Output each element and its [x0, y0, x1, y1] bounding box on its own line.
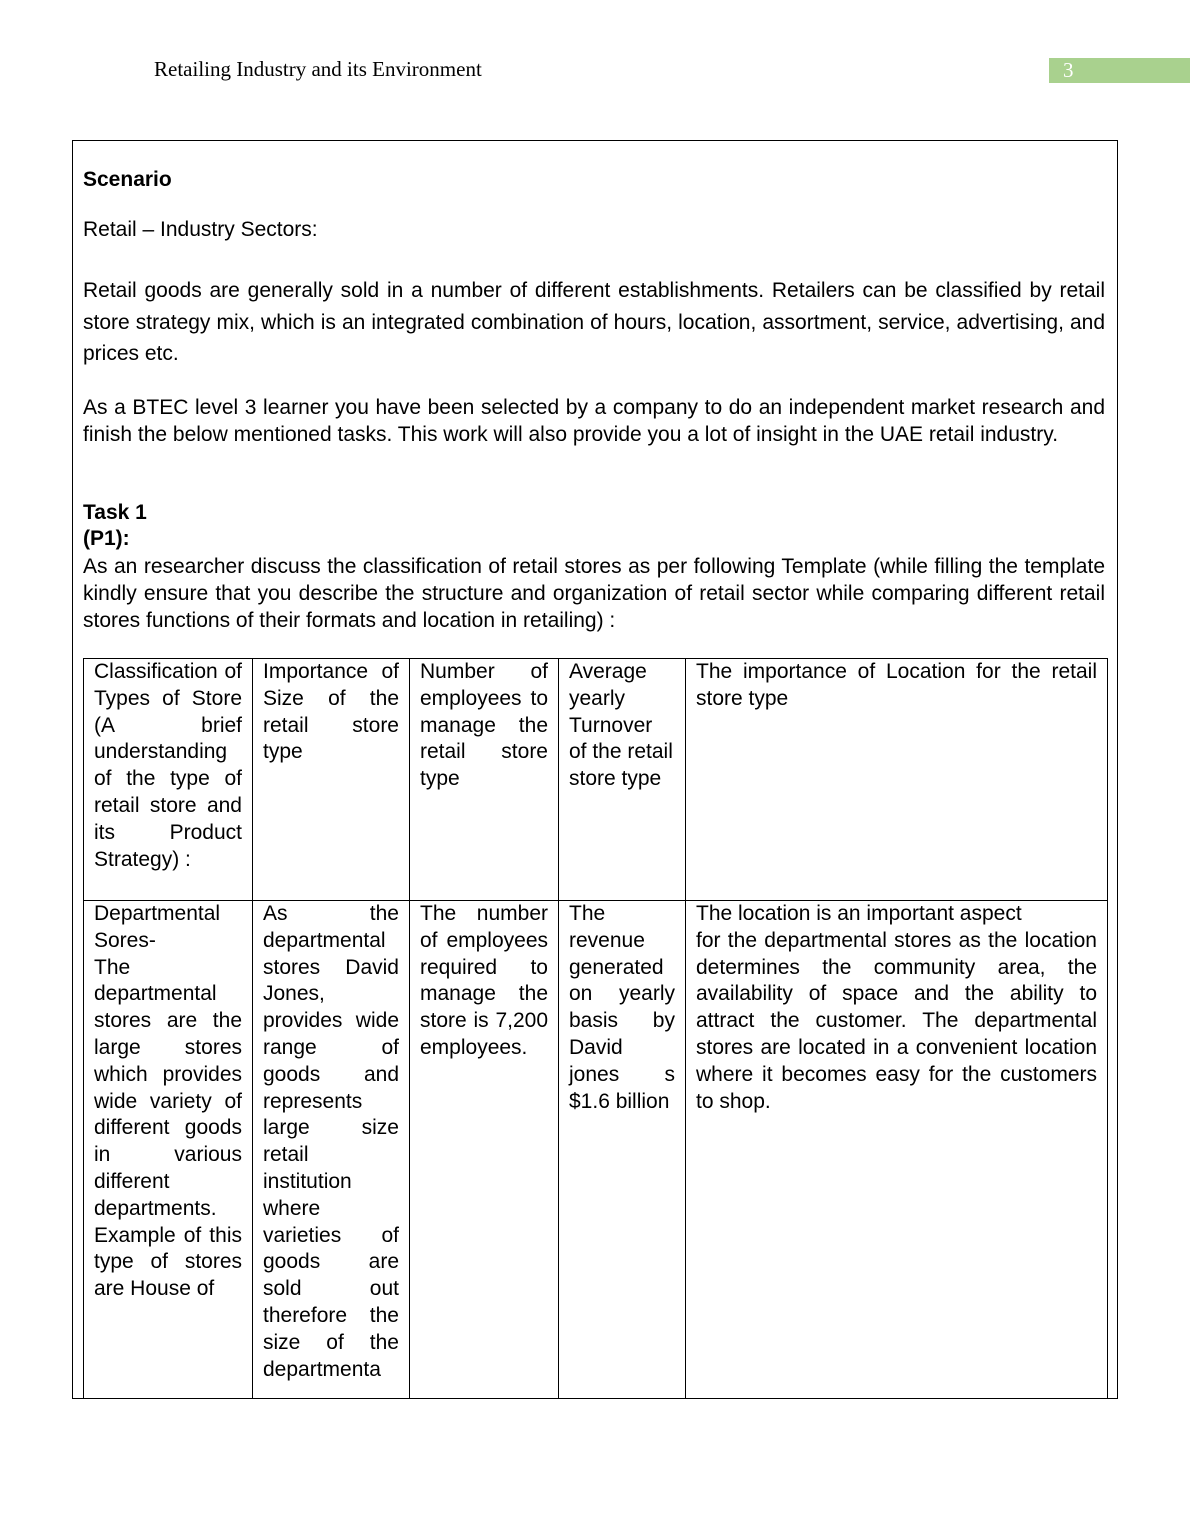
task-code: (P1): [83, 527, 130, 550]
table-header-row [84, 659, 1108, 901]
scenario-paragraph-2: As a BTEC level 3 learner you have been selected by a company to do an independent market research and finish the below mentioned tasks. This work will also provide you a lot of insight in the UAE retail industry. [83, 396, 1105, 446]
running-header-title: Retailing Industry and its Environment [154, 57, 482, 81]
cell-departmental-turnover: The revenue generated on yearly basis by David jones s $1.6 billion [559, 901, 686, 1400]
classification-table-wrapper [83, 658, 1108, 1399]
task-description: As an researcher discuss the classification of retail stores as per following Template (while filling the template kindly ensure that you describe the structure and organization of retail sector while comparing different retail stores functions of their formats and location in retailing) : [83, 555, 1105, 632]
header-cell-classification: Classification of Types of Store (A brief understanding of the type of retail store and its Product Strategy) : [84, 659, 253, 901]
classification-table [83, 658, 1108, 1399]
header-cell-turnover: Average yearly Turnover of the retail store type [559, 659, 686, 901]
scenario-frame [72, 140, 1118, 1399]
cell-departmental-classification [84, 901, 253, 1400]
departmental-description: The departmental stores are the large stores which provides wide variety of different goods in various different departments. Example of this type of stores are House of [94, 955, 242, 1301]
scenario-heading: Scenario [83, 168, 172, 191]
cell-departmental-employees: The number of employees required to manage the store is 7,200 employees. [410, 901, 559, 1400]
header-cell-employees: Number of employees to manage the retail store type [410, 659, 559, 901]
header-cell-size: Importance of Size of the retail store type [253, 659, 410, 901]
task-title: Task 1 [83, 501, 147, 524]
departmental-title: Departmental Sores- [94, 902, 221, 952]
cell-departmental-location [686, 901, 1108, 1400]
scenario-paragraph-1: Retail goods are generally sold in a number of different establishments. Retailers can be classified by retail store strategy mix, which is an integrated combination of hours, location, assortment, service, advertising, and prices etc. [83, 279, 1105, 365]
sectors-label: Retail – Industry Sectors: [83, 218, 318, 241]
location-first-line: The location is an important aspect [696, 902, 1022, 925]
table-row [84, 901, 1108, 1400]
header-cell-location: The importance of Location for the retail store type [686, 659, 1108, 901]
location-description: for the departmental stores as the location determines the community area, the availability of space and the ability to attract the customer. The departmental stores are located in a convenient location where it becomes easy for the customers to shop. [696, 928, 1097, 1113]
page-number: 3 [1049, 58, 1190, 83]
cell-departmental-size: As the departmental stores David Jones, provides wide range of goods and represents large size retail institution where varieties of goods are sold out therefore the size of the departmenta [253, 901, 410, 1400]
